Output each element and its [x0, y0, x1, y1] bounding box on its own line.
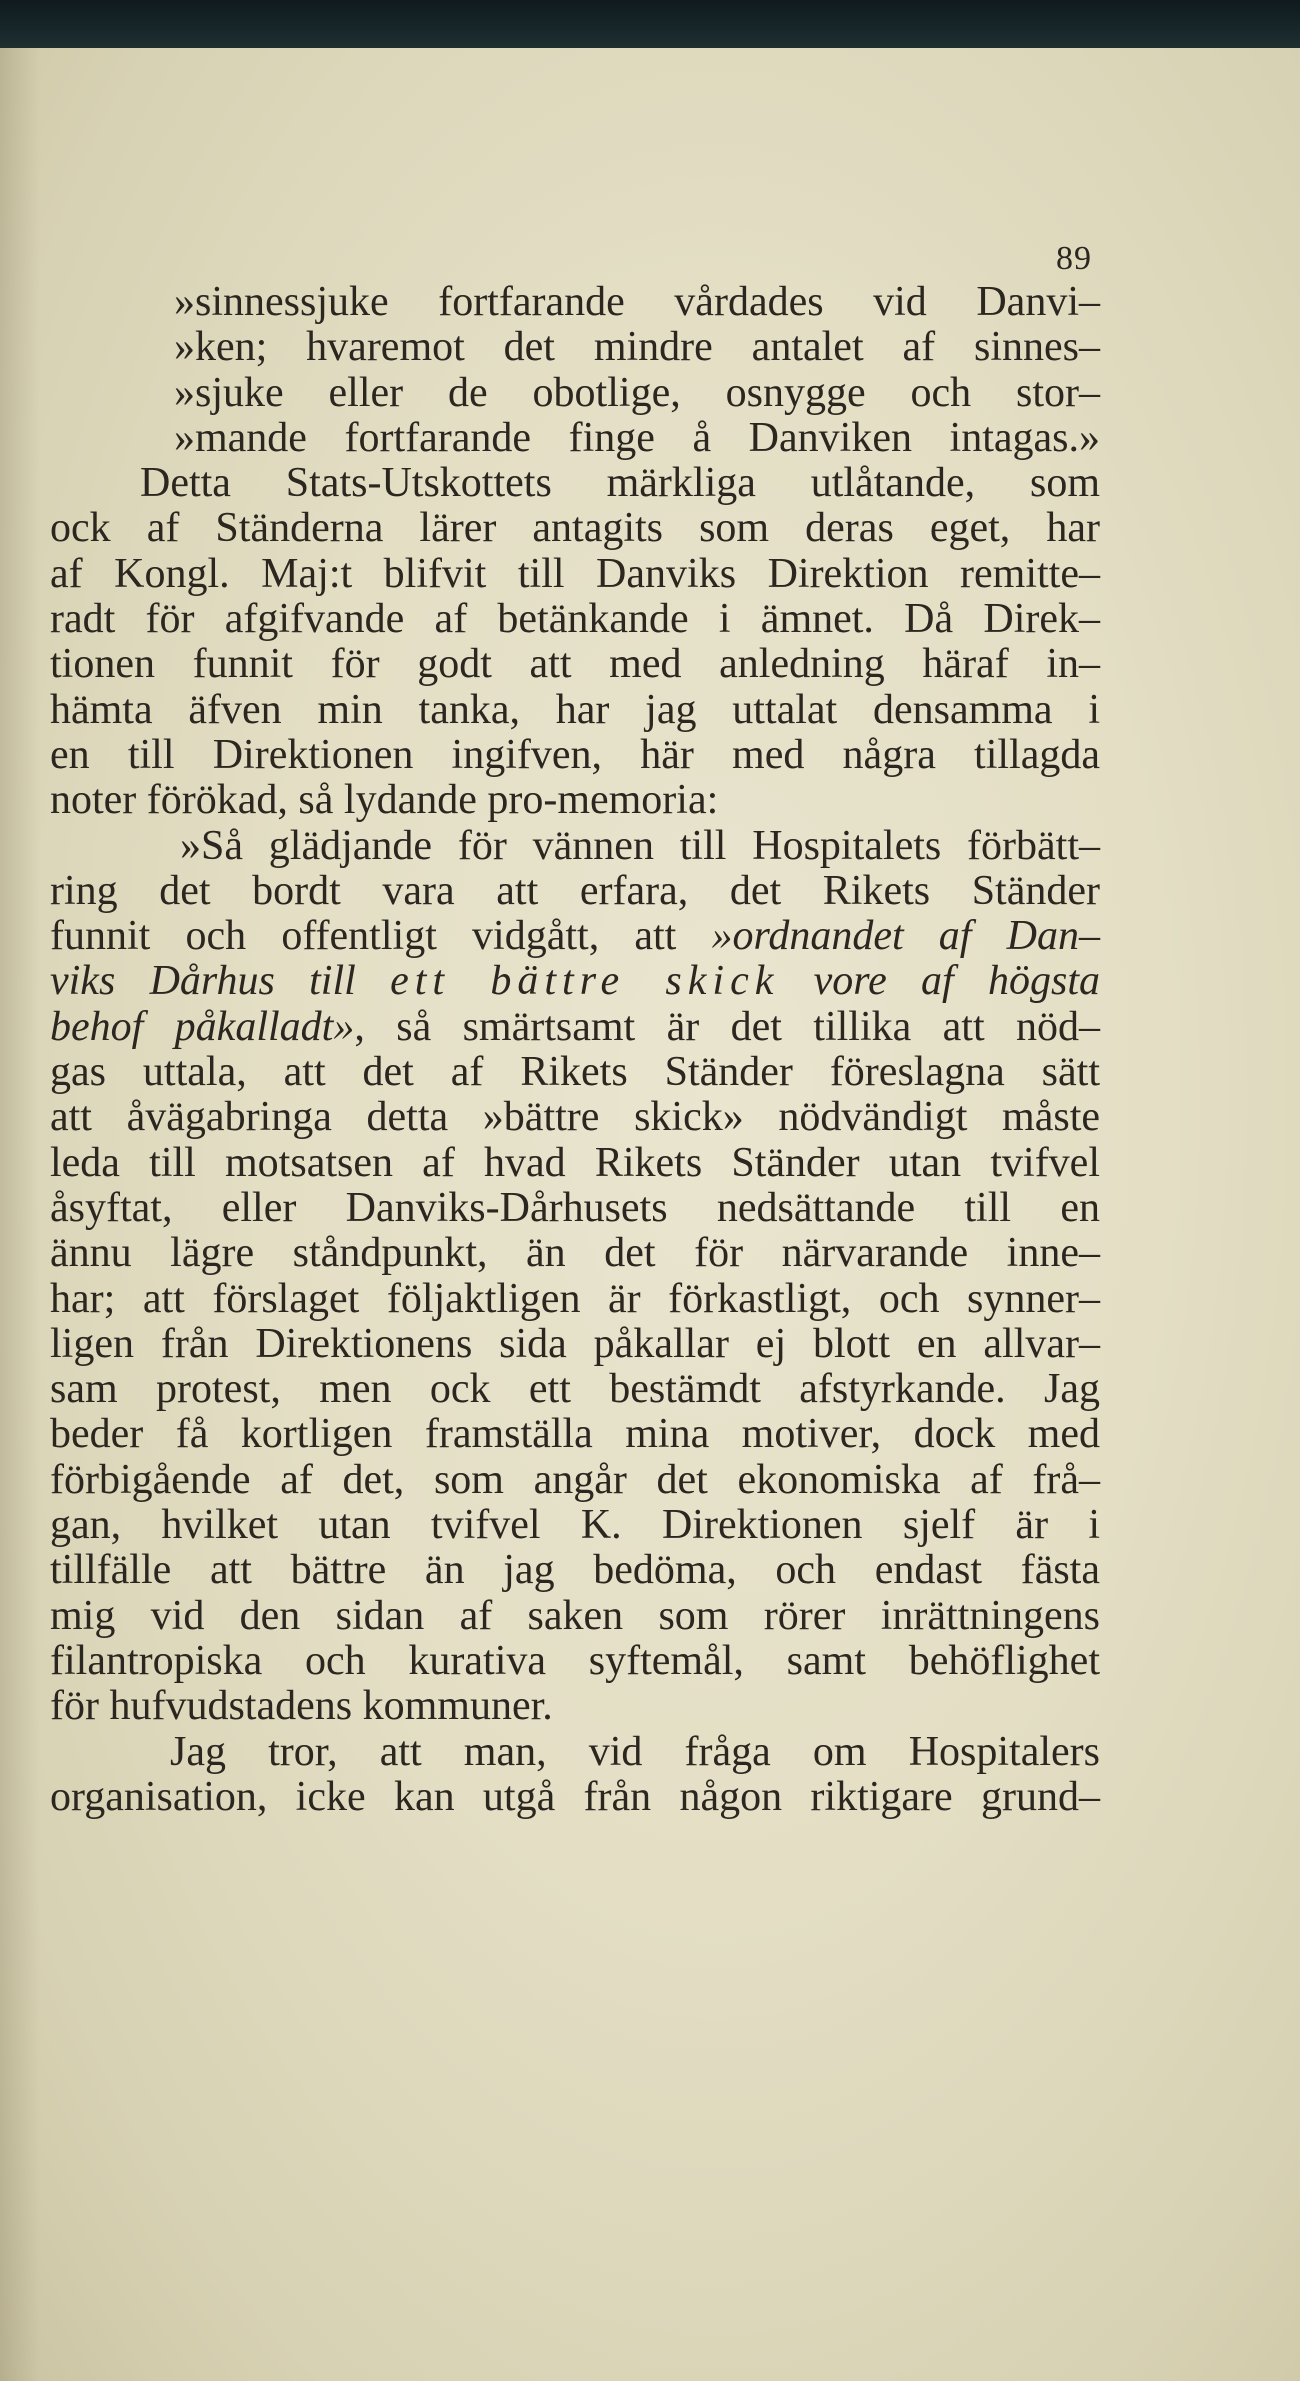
text-line: gas uttala, att det af Rikets Ständer föreslagna sätt: [50, 1049, 1100, 1096]
text-line: ring det bordt vara att erfara, det Rikets Ständer: [50, 867, 1100, 914]
text-line: [50, 914, 1100, 959]
text-segment: , så smärtsamt är det tillika att nöd–: [354, 1003, 1100, 1050]
spaced-emphasis: ett bättre skick: [390, 958, 780, 1005]
text-line: ännu lägre ståndpunkt, än det för närvarande inne–: [50, 1230, 1100, 1277]
text-line: organisation, icke kan utgå från någon riktigare grund–: [50, 1773, 1100, 1820]
text-line: [50, 1005, 1100, 1050]
italic-quote: behof påkalladt»: [50, 1003, 355, 1050]
text-line: ligen från Direktionens sida påkallar ej blott en allvar–: [50, 1320, 1100, 1367]
italic-quote: vore af högsta: [779, 958, 1100, 1005]
text-line: ock af Ständerna lärer antagits som deras eget, har: [50, 505, 1100, 552]
text-segment: funnit och offentligt vidgått, att: [50, 913, 712, 960]
text-line: hämta äfven min tanka, har jag uttalat densamma i: [50, 686, 1100, 733]
text-line: att åvägabringa detta »bättre skick» nödvändigt måste: [50, 1094, 1100, 1141]
text-line: för hufvudstadens kommuner.: [50, 1683, 553, 1730]
text-line: noter förökad, så lydande pro-memoria:: [50, 777, 719, 824]
text-line: åsyftat, eller Danviks-Dårhusets nedsättande till en: [50, 1184, 1100, 1231]
text-line: »ken; hvaremot det mindre antalet af sinnes–: [174, 324, 1100, 371]
paragraph-start-line: »Så glädjande för vännen till Hospitalets förbätt–: [180, 822, 1100, 869]
italic-quote: »ordnandet af Dan–: [711, 913, 1100, 960]
text-line: mig vid den sidan af saken som rörer inrättningens: [50, 1592, 1100, 1639]
text-line: beder få kortligen framställa mina motiver, dock med: [50, 1411, 1100, 1458]
text-line: tillfälle att bättre än jag bedöma, och endast fästa: [50, 1547, 1100, 1594]
italic-quote: viks Dårhus till: [50, 958, 391, 1005]
text-line: förbigående af det, som angår det ekonomiska af frå–: [50, 1456, 1100, 1503]
page-gutter-shadow: [0, 48, 40, 2381]
text-line: »mande fortfarande finge å Danviken intagas.»: [174, 414, 1100, 461]
page-number: 89: [1056, 240, 1092, 277]
text-line: af Kongl. Maj:t blifvit till Danviks Direktion remitte–: [50, 550, 1100, 597]
text-line: »sjuke eller de obotlige, osnygge och stor–: [174, 369, 1100, 416]
text-line: en till Direktionen ingifven, här med några tillagda: [50, 731, 1100, 778]
paragraph-start-line: Jag tror, att man, vid fråga om Hospitalers: [170, 1728, 1100, 1775]
text-line: tionen funnit för godt att med anledning häraf in–: [50, 641, 1100, 688]
text-line: gan, hvilket utan tvifvel K. Direktionen sjelf är i: [50, 1502, 1100, 1549]
text-line: [50, 959, 1100, 1004]
text-line: leda till motsatsen af hvad Rikets Ständer utan tvifvel: [50, 1139, 1100, 1186]
body-text: [50, 280, 1100, 1820]
text-line: »sinnessjuke fortfarande vårdades vid Danvi–: [174, 279, 1100, 325]
text-line: radt för afgifvande af betänkande i ämnet. Då Direk–: [50, 596, 1100, 643]
text-line: filantropiska och kurativa syftemål, samt behöflighet: [50, 1637, 1100, 1684]
paragraph-start-line: Detta Stats-Utskottets märkliga utlåtande, som: [140, 460, 1100, 507]
text-line: sam protest, men ock ett bestämdt afstyrkande. Jag: [50, 1366, 1100, 1413]
text-line: har; att förslaget följaktligen är förkastligt, och synner–: [50, 1275, 1100, 1322]
